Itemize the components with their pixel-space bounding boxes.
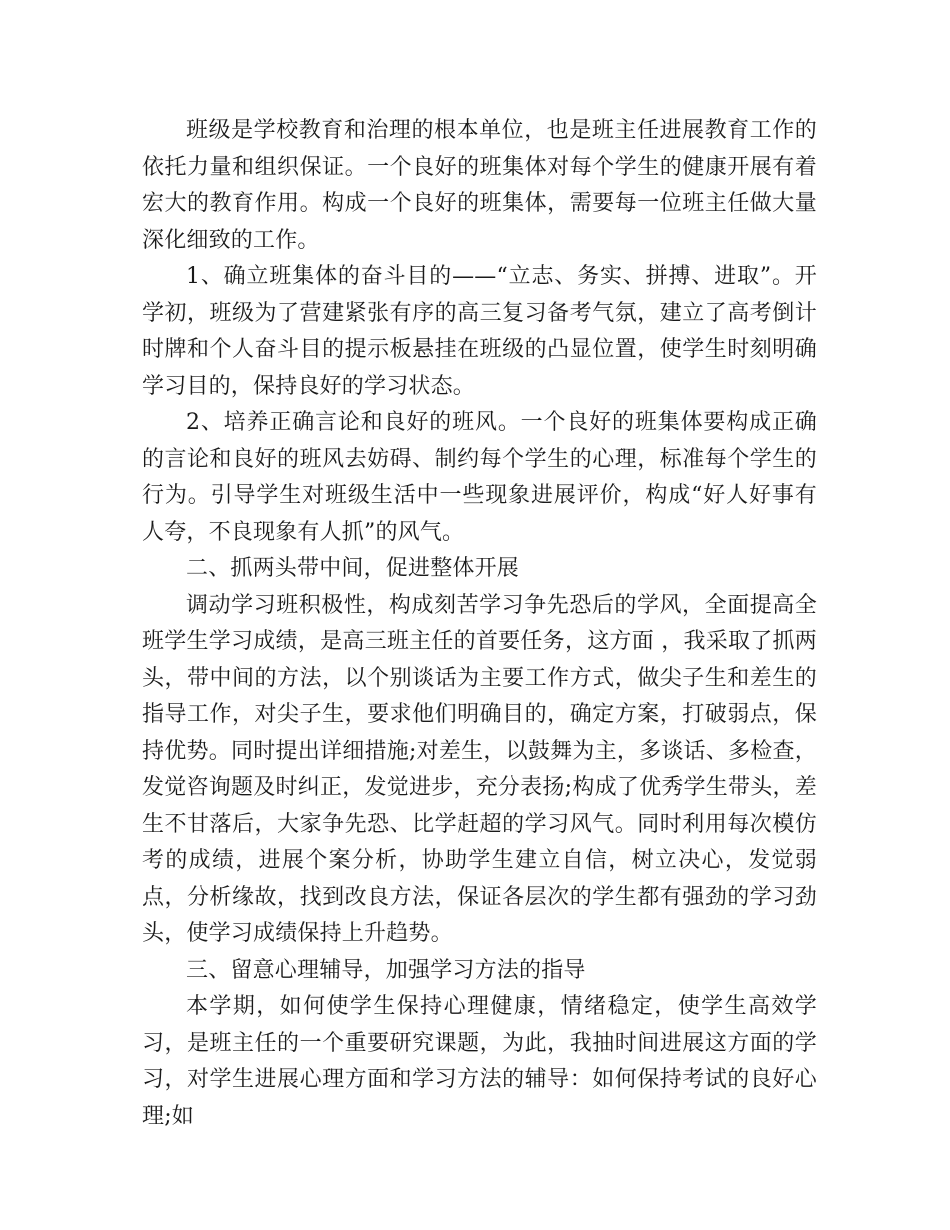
- paragraph-psychology: 本学期，如何使学生保持心理健康，情绪稳定，使学生高效学习，是班主任的一个重要研究课题，为此，我抽时间进展这方面的学习，对学生进展心理方面和学习方法的辅导：如何保持考试的良好心理;如: [142, 994, 817, 1129]
- paragraph-class-spirit: 2、培养正确言论和良好的班风。一个良好的班集体要构成正确的言论和良好的班风去妨碍、制约每个学生的心理，标准每个学生的行为。引导学生对班级生活中一些现象进展评价，构成“好人好事有人夸，不良现象有人抓”的风气。: [142, 410, 817, 545]
- section-heading-2: 二、抓两头带中间，促进整体开展: [186, 556, 520, 581]
- paragraph-goal: 1、确立班集体的奋斗目的——“立志、务实、拼搏、进取”。开学初，班级为了营建紧张有序的高三复习备考气氛，建立了高考倒计时牌和个人奋斗目的提示板悬挂在班级的凸显位置，使学生时刻明确学习目的，保持良好的学习状态。: [142, 264, 817, 399]
- paragraph-intro: 班级是学校教育和治理的根本单位，也是班主任进展教育工作的依托力量和组织保证。一个良好的班集体对每个学生的健康开展有着宏大的教育作用。构成一个良好的班集体，需要每一位班主任做大量深化细致的工作。: [142, 118, 817, 253]
- paragraph-study-motivation: 调动学习班积极性，构成刻苦学习争先恐后的学风，全面提高全班学生学习成绩，是高三班主任的首要任务，这方面 ，我采取了抓两头，带中间的方法，以个别谈话为主要工作方式，做尖子生和差生的指导工作，对尖子生，要求他们明确目的，确定方案，打破弱点，保持优势。同时提出详细措施;对差生，以鼓舞为主，多谈话、多检查，发觉咨询题及时纠正，发觉进步，充分表扬;构成了优秀学生带头，差生不甘落后，大家争先恐、比学赶超的学习风气。同时利用每次模仿考的成绩，进展个案分析，协助学生建立自信，树立决心，发觉弱点，分析缘故，找到改良方法，保证各层次的学生都有强劲的学习劲头，使学习成绩保持上升趋势。: [142, 592, 817, 946]
- section-heading-3: 三、留意心理辅导，加强学习方法的指导: [186, 957, 586, 983]
- document-body: [142, 113, 817, 1135]
